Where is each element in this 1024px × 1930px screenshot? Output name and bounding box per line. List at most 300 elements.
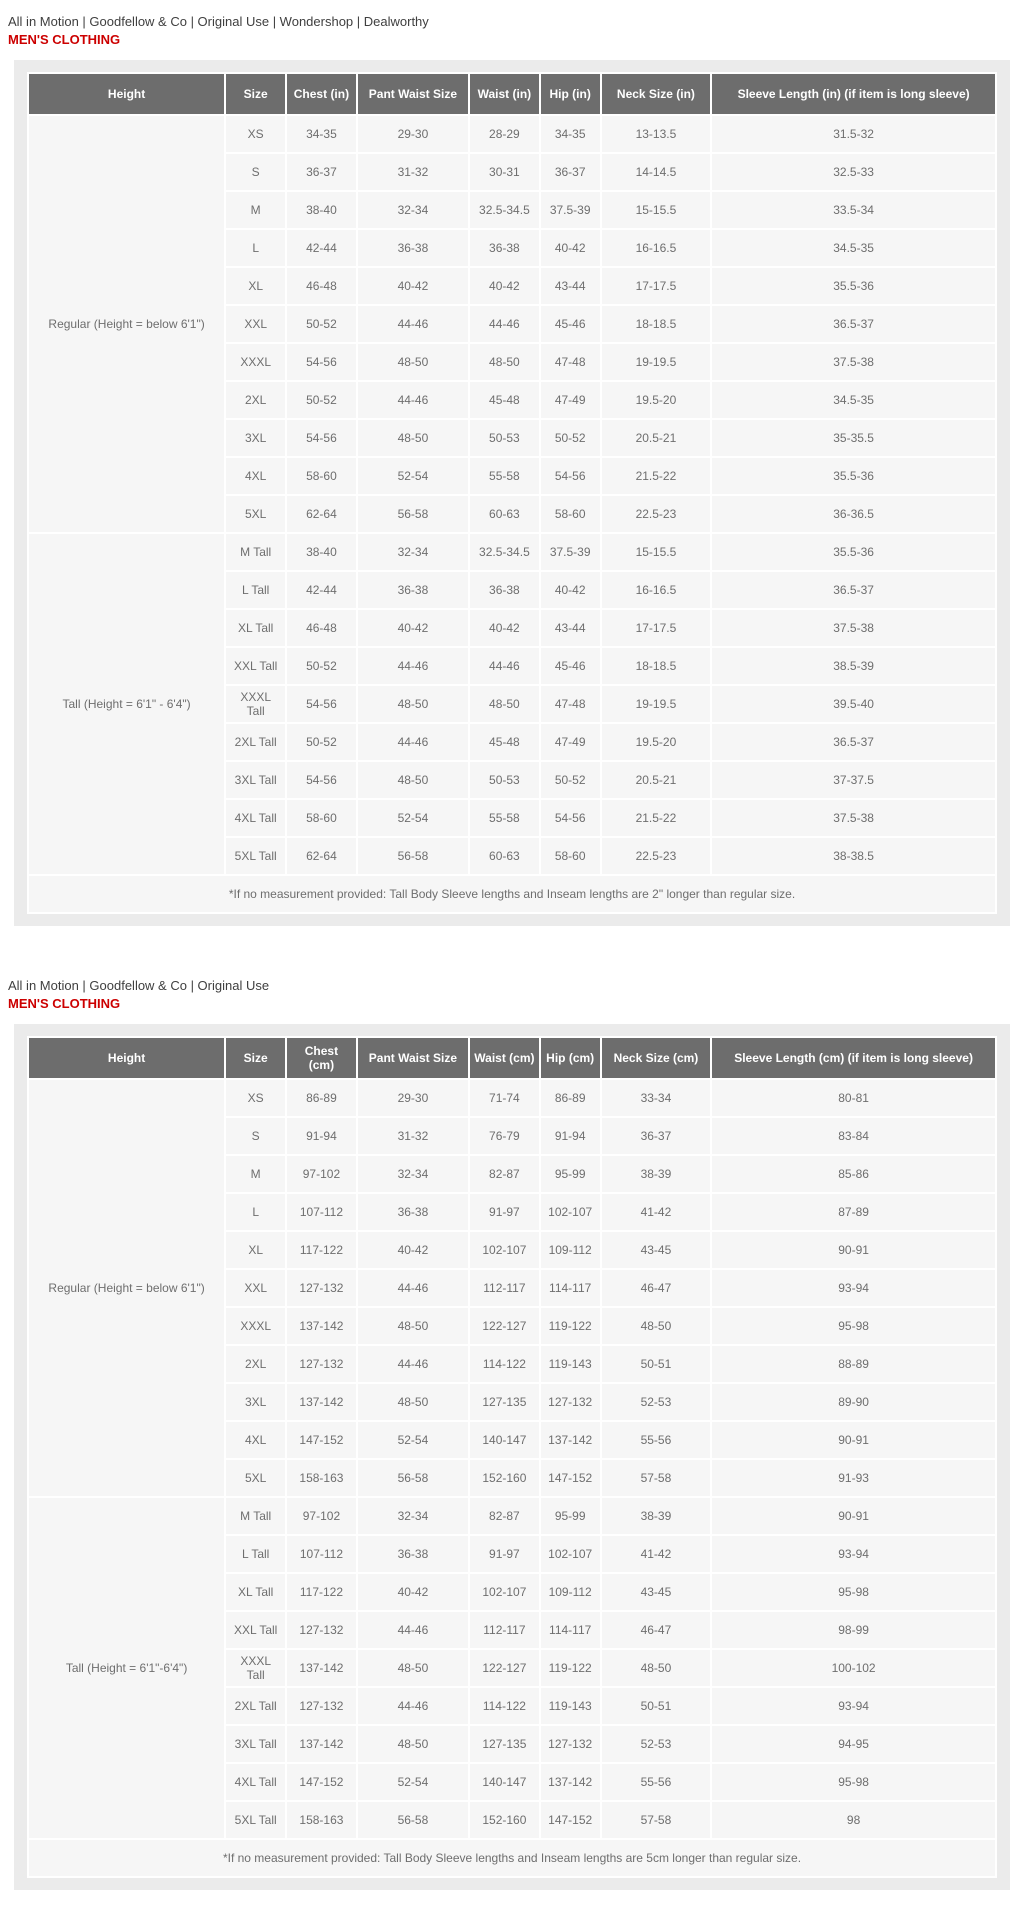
size-cell: 4XL Tall	[226, 1764, 285, 1800]
hip-cell: 147-152	[541, 1802, 600, 1838]
sleeve-cell: 31.5-32	[712, 116, 995, 152]
neck-cell: 13-13.5	[602, 116, 711, 152]
size-cell: XS	[226, 116, 285, 152]
chest-cell: 38-40	[287, 192, 356, 228]
pant-waist-cell: 29-30	[358, 116, 468, 152]
waist-cell: 45-48	[470, 382, 539, 418]
neck-cell: 46-47	[602, 1270, 711, 1306]
hip-cell: 119-122	[541, 1650, 600, 1686]
size-cell: 5XL	[226, 496, 285, 532]
hip-cell: 54-56	[541, 458, 600, 494]
sleeve-cell: 35.5-36	[712, 458, 995, 494]
waist-cell: 127-135	[470, 1726, 539, 1762]
chest-cell: 36-37	[287, 154, 356, 190]
height-group-cell: Regular (Height = below 6'1")	[29, 116, 224, 532]
hip-cell: 86-89	[541, 1080, 600, 1116]
hip-cell: 95-99	[541, 1156, 600, 1192]
chest-cell: 58-60	[287, 458, 356, 494]
size-table-frame-inches	[14, 60, 1010, 926]
size-cell: XXL Tall	[226, 648, 285, 684]
pant-waist-cell: 48-50	[358, 420, 468, 456]
hip-cell: 119-143	[541, 1688, 600, 1724]
sleeve-cell: 95-98	[712, 1764, 995, 1800]
sleeve-cell: 90-91	[712, 1422, 995, 1458]
hip-cell: 47-48	[541, 344, 600, 380]
height-group-cell: Tall (Height = 6'1"-6'4")	[29, 1498, 224, 1838]
table-row	[29, 1498, 995, 1534]
section-header-inches	[8, 14, 1024, 48]
pant-waist-cell: 32-34	[358, 1156, 468, 1192]
pant-waist-cell: 48-50	[358, 344, 468, 380]
chest-cell: 86-89	[287, 1080, 356, 1116]
sleeve-cell: 88-89	[712, 1346, 995, 1382]
pant-waist-cell: 48-50	[358, 1308, 468, 1344]
pant-waist-cell: 44-46	[358, 724, 468, 760]
sleeve-cell: 34.5-35	[712, 230, 995, 266]
neck-cell: 19.5-20	[602, 382, 711, 418]
hip-cell: 119-122	[541, 1308, 600, 1344]
sleeve-cell: 36.5-37	[712, 306, 995, 342]
size-cell: M	[226, 1156, 285, 1192]
chest-cell: 54-56	[287, 762, 356, 798]
size-cell: M Tall	[226, 1498, 285, 1534]
column-header: Sleeve Length (in) (if item is long sleeve)	[712, 74, 995, 114]
waist-cell: 127-135	[470, 1384, 539, 1420]
sleeve-cell: 87-89	[712, 1194, 995, 1230]
chest-cell: 107-112	[287, 1194, 356, 1230]
waist-cell: 32.5-34.5	[470, 192, 539, 228]
waist-cell: 122-127	[470, 1308, 539, 1344]
waist-cell: 60-63	[470, 838, 539, 874]
column-header: Size	[226, 74, 285, 114]
size-cell: M	[226, 192, 285, 228]
size-cell: 5XL	[226, 1460, 285, 1496]
hip-cell: 43-44	[541, 268, 600, 304]
sleeve-cell: 37.5-38	[712, 800, 995, 836]
pant-waist-cell: 36-38	[358, 1194, 468, 1230]
neck-cell: 19-19.5	[602, 344, 711, 380]
waist-cell: 44-46	[470, 306, 539, 342]
size-cell: XXL	[226, 1270, 285, 1306]
size-cell: L	[226, 230, 285, 266]
column-header: Pant Waist Size	[358, 74, 468, 114]
size-table-frame-cm	[14, 1024, 1010, 1890]
pant-waist-cell: 44-46	[358, 1346, 468, 1382]
sleeve-cell: 98-99	[712, 1612, 995, 1648]
sleeve-cell: 36.5-37	[712, 724, 995, 760]
sleeve-cell: 93-94	[712, 1536, 995, 1572]
column-header: Waist (cm)	[470, 1038, 539, 1078]
height-group-cell: Regular (Height = below 6'1")	[29, 1080, 224, 1496]
neck-cell: 15-15.5	[602, 534, 711, 570]
hip-cell: 40-42	[541, 230, 600, 266]
neck-cell: 20.5-21	[602, 762, 711, 798]
pant-waist-cell: 44-46	[358, 306, 468, 342]
hip-cell: 34-35	[541, 116, 600, 152]
neck-cell: 57-58	[602, 1460, 711, 1496]
size-cell: 4XL	[226, 1422, 285, 1458]
neck-cell: 18-18.5	[602, 648, 711, 684]
footnote-row	[29, 876, 995, 912]
neck-cell: 57-58	[602, 1802, 711, 1838]
neck-cell: 21.5-22	[602, 800, 711, 836]
hip-cell: 37.5-39	[541, 192, 600, 228]
chest-cell: 34-35	[287, 116, 356, 152]
size-cell: XL	[226, 268, 285, 304]
chest-cell: 137-142	[287, 1650, 356, 1686]
sleeve-cell: 34.5-35	[712, 382, 995, 418]
size-cell: 2XL	[226, 382, 285, 418]
pant-waist-cell: 56-58	[358, 1802, 468, 1838]
column-header: Size	[226, 1038, 285, 1078]
chest-cell: 127-132	[287, 1270, 356, 1306]
size-cell: XL Tall	[226, 1574, 285, 1610]
chest-cell: 137-142	[287, 1308, 356, 1344]
neck-cell: 22.5-23	[602, 838, 711, 874]
size-cell: 3XL Tall	[226, 762, 285, 798]
column-header: Sleeve Length (cm) (if item is long sleeve)	[712, 1038, 995, 1078]
waist-cell: 76-79	[470, 1118, 539, 1154]
chest-cell: 147-152	[287, 1764, 356, 1800]
category-title: MEN'S CLOTHING	[8, 32, 121, 47]
size-table-cm	[27, 1036, 997, 1878]
waist-cell: 55-58	[470, 458, 539, 494]
pant-waist-cell: 44-46	[358, 1688, 468, 1724]
chest-cell: 137-142	[287, 1726, 356, 1762]
sleeve-cell: 38-38.5	[712, 838, 995, 874]
waist-cell: 140-147	[470, 1422, 539, 1458]
size-cell: 3XL	[226, 420, 285, 456]
chest-cell: 62-64	[287, 496, 356, 532]
footnote-row	[29, 1840, 995, 1876]
pant-waist-cell: 56-58	[358, 496, 468, 532]
column-header: Hip (in)	[541, 74, 600, 114]
waist-cell: 30-31	[470, 154, 539, 190]
waist-cell: 48-50	[470, 344, 539, 380]
hip-cell: 36-37	[541, 154, 600, 190]
size-cell: S	[226, 154, 285, 190]
column-header: Chest (cm)	[287, 1038, 356, 1078]
column-header: Height	[29, 1038, 224, 1078]
hip-cell: 45-46	[541, 648, 600, 684]
column-header: Neck Size (cm)	[602, 1038, 711, 1078]
pant-waist-cell: 29-30	[358, 1080, 468, 1116]
waist-cell: 102-107	[470, 1574, 539, 1610]
neck-cell: 46-47	[602, 1612, 711, 1648]
chest-cell: 158-163	[287, 1802, 356, 1838]
neck-cell: 21.5-22	[602, 458, 711, 494]
waist-cell: 50-53	[470, 762, 539, 798]
column-header: Waist (in)	[470, 74, 539, 114]
neck-cell: 52-53	[602, 1384, 711, 1420]
neck-cell: 20.5-21	[602, 420, 711, 456]
pant-waist-cell: 40-42	[358, 610, 468, 646]
column-header: Neck Size (in)	[602, 74, 711, 114]
pant-waist-cell: 44-46	[358, 1612, 468, 1648]
pant-waist-cell: 44-46	[358, 1270, 468, 1306]
pant-waist-cell: 56-58	[358, 1460, 468, 1496]
sleeve-cell: 100-102	[712, 1650, 995, 1686]
pant-waist-cell: 32-34	[358, 192, 468, 228]
chest-cell: 50-52	[287, 382, 356, 418]
pant-waist-cell: 40-42	[358, 1232, 468, 1268]
hip-cell: 50-52	[541, 762, 600, 798]
neck-cell: 50-51	[602, 1688, 711, 1724]
chest-cell: 91-94	[287, 1118, 356, 1154]
pant-waist-cell: 48-50	[358, 686, 468, 722]
size-cell: XXXL Tall	[226, 686, 285, 722]
chest-cell: 127-132	[287, 1346, 356, 1382]
sleeve-cell: 33.5-34	[712, 192, 995, 228]
size-cell: XXXL	[226, 1308, 285, 1344]
waist-cell: 55-58	[470, 800, 539, 836]
neck-cell: 52-53	[602, 1726, 711, 1762]
sleeve-cell: 38.5-39	[712, 648, 995, 684]
hip-cell: 137-142	[541, 1422, 600, 1458]
neck-cell: 16-16.5	[602, 572, 711, 608]
neck-cell: 55-56	[602, 1764, 711, 1800]
neck-cell: 48-50	[602, 1650, 711, 1686]
sleeve-cell: 36-36.5	[712, 496, 995, 532]
waist-cell: 60-63	[470, 496, 539, 532]
pant-waist-cell: 44-46	[358, 382, 468, 418]
chest-cell: 127-132	[287, 1612, 356, 1648]
chest-cell: 58-60	[287, 800, 356, 836]
waist-cell: 102-107	[470, 1232, 539, 1268]
neck-cell: 55-56	[602, 1422, 711, 1458]
size-cell: 2XL Tall	[226, 724, 285, 760]
chest-cell: 50-52	[287, 724, 356, 760]
waist-cell: 114-122	[470, 1346, 539, 1382]
hip-cell: 40-42	[541, 572, 600, 608]
pant-waist-cell: 36-38	[358, 1536, 468, 1572]
size-cell: XXL Tall	[226, 1612, 285, 1648]
size-cell: S	[226, 1118, 285, 1154]
neck-cell: 22.5-23	[602, 496, 711, 532]
size-cell: 5XL Tall	[226, 838, 285, 874]
neck-cell: 48-50	[602, 1308, 711, 1344]
chest-cell: 127-132	[287, 1688, 356, 1724]
size-cell: L	[226, 1194, 285, 1230]
footnote: *If no measurement provided: Tall Body Sleeve lengths and Inseam lengths are 5cm longer than regular size.	[29, 1840, 995, 1876]
waist-cell: 44-46	[470, 648, 539, 684]
brand-list: All in Motion | Goodfellow & Co | Original Use	[8, 978, 270, 993]
size-cell: 2XL	[226, 1346, 285, 1382]
waist-cell: 152-160	[470, 1802, 539, 1838]
chest-cell: 46-48	[287, 610, 356, 646]
sleeve-cell: 80-81	[712, 1080, 995, 1116]
pant-waist-cell: 31-32	[358, 154, 468, 190]
table-row	[29, 116, 995, 152]
waist-cell: 152-160	[470, 1460, 539, 1496]
hip-cell: 147-152	[541, 1460, 600, 1496]
size-cell: 4XL Tall	[226, 800, 285, 836]
hip-cell: 95-99	[541, 1498, 600, 1534]
hip-cell: 114-117	[541, 1270, 600, 1306]
chest-cell: 46-48	[287, 268, 356, 304]
hip-cell: 102-107	[541, 1536, 600, 1572]
neck-cell: 43-45	[602, 1574, 711, 1610]
table-row	[29, 1080, 995, 1116]
section-header-cm	[8, 978, 1024, 1012]
column-header: Hip (cm)	[541, 1038, 600, 1078]
size-cell: L Tall	[226, 572, 285, 608]
chest-cell: 117-122	[287, 1574, 356, 1610]
waist-cell: 36-38	[470, 572, 539, 608]
chest-cell: 54-56	[287, 686, 356, 722]
chest-cell: 62-64	[287, 838, 356, 874]
pant-waist-cell: 48-50	[358, 762, 468, 798]
size-cell: XL Tall	[226, 610, 285, 646]
chest-cell: 54-56	[287, 344, 356, 380]
hip-cell: 47-49	[541, 724, 600, 760]
chest-cell: 158-163	[287, 1460, 356, 1496]
chest-cell: 42-44	[287, 572, 356, 608]
size-cell: XXL	[226, 306, 285, 342]
sleeve-cell: 98	[712, 1802, 995, 1838]
sleeve-cell: 35-35.5	[712, 420, 995, 456]
waist-cell: 112-117	[470, 1270, 539, 1306]
neck-cell: 33-34	[602, 1080, 711, 1116]
sleeve-cell: 39.5-40	[712, 686, 995, 722]
sleeve-cell: 35.5-36	[712, 534, 995, 570]
hip-cell: 91-94	[541, 1118, 600, 1154]
sleeve-cell: 85-86	[712, 1156, 995, 1192]
hip-cell: 43-44	[541, 610, 600, 646]
pant-waist-cell: 52-54	[358, 1764, 468, 1800]
neck-cell: 14-14.5	[602, 154, 711, 190]
pant-waist-cell: 36-38	[358, 572, 468, 608]
hip-cell: 45-46	[541, 306, 600, 342]
size-cell: 4XL	[226, 458, 285, 494]
hip-cell: 54-56	[541, 800, 600, 836]
chest-cell: 137-142	[287, 1384, 356, 1420]
chest-cell: 50-52	[287, 306, 356, 342]
size-cell: 3XL Tall	[226, 1726, 285, 1762]
sleeve-cell: 36.5-37	[712, 572, 995, 608]
waist-cell: 32.5-34.5	[470, 534, 539, 570]
chest-cell: 54-56	[287, 420, 356, 456]
table-row	[29, 534, 995, 570]
waist-cell: 91-97	[470, 1536, 539, 1572]
sleeve-cell: 83-84	[712, 1118, 995, 1154]
waist-cell: 40-42	[470, 268, 539, 304]
pant-waist-cell: 31-32	[358, 1118, 468, 1154]
column-header: Pant Waist Size	[358, 1038, 468, 1078]
hip-cell: 137-142	[541, 1764, 600, 1800]
waist-cell: 50-53	[470, 420, 539, 456]
hip-cell: 102-107	[541, 1194, 600, 1230]
pant-waist-cell: 32-34	[358, 534, 468, 570]
size-cell: XXXL Tall	[226, 1650, 285, 1686]
chest-cell: 42-44	[287, 230, 356, 266]
neck-cell: 18-18.5	[602, 306, 711, 342]
header-row	[29, 74, 995, 114]
chest-cell: 97-102	[287, 1156, 356, 1192]
pant-waist-cell: 32-34	[358, 1498, 468, 1534]
sleeve-cell: 37.5-38	[712, 610, 995, 646]
waist-cell: 36-38	[470, 230, 539, 266]
waist-cell: 140-147	[470, 1764, 539, 1800]
neck-cell: 16-16.5	[602, 230, 711, 266]
pant-waist-cell: 52-54	[358, 458, 468, 494]
header-row	[29, 1038, 995, 1078]
hip-cell: 58-60	[541, 496, 600, 532]
neck-cell: 38-39	[602, 1156, 711, 1192]
hip-cell: 47-49	[541, 382, 600, 418]
chest-cell: 147-152	[287, 1422, 356, 1458]
neck-cell: 38-39	[602, 1498, 711, 1534]
waist-cell: 45-48	[470, 724, 539, 760]
size-cell: M Tall	[226, 534, 285, 570]
pant-waist-cell: 44-46	[358, 648, 468, 684]
waist-cell: 114-122	[470, 1688, 539, 1724]
size-table-inches	[27, 72, 997, 914]
sleeve-cell: 37.5-38	[712, 344, 995, 380]
sleeve-cell: 95-98	[712, 1308, 995, 1344]
waist-cell: 48-50	[470, 686, 539, 722]
size-cell: 3XL	[226, 1384, 285, 1420]
pant-waist-cell: 40-42	[358, 268, 468, 304]
pant-waist-cell: 52-54	[358, 800, 468, 836]
category-title: MEN'S CLOTHING	[8, 996, 121, 1011]
chest-cell: 97-102	[287, 1498, 356, 1534]
waist-cell: 40-42	[470, 610, 539, 646]
chest-cell: 117-122	[287, 1232, 356, 1268]
hip-cell: 37.5-39	[541, 534, 600, 570]
waist-cell: 82-87	[470, 1498, 539, 1534]
neck-cell: 41-42	[602, 1194, 711, 1230]
neck-cell: 17-17.5	[602, 268, 711, 304]
sleeve-cell: 90-91	[712, 1232, 995, 1268]
waist-cell: 82-87	[470, 1156, 539, 1192]
pant-waist-cell: 40-42	[358, 1574, 468, 1610]
neck-cell: 15-15.5	[602, 192, 711, 228]
hip-cell: 47-48	[541, 686, 600, 722]
pant-waist-cell: 48-50	[358, 1726, 468, 1762]
chest-cell: 107-112	[287, 1536, 356, 1572]
sleeve-cell: 93-94	[712, 1270, 995, 1306]
hip-cell: 114-117	[541, 1612, 600, 1648]
sleeve-cell: 37-37.5	[712, 762, 995, 798]
size-cell: L Tall	[226, 1536, 285, 1572]
hip-cell: 109-112	[541, 1232, 600, 1268]
neck-cell: 41-42	[602, 1536, 711, 1572]
size-cell: 5XL Tall	[226, 1802, 285, 1838]
neck-cell: 43-45	[602, 1232, 711, 1268]
footnote: *If no measurement provided: Tall Body Sleeve lengths and Inseam lengths are 2" longer than regular size.	[29, 876, 995, 912]
pant-waist-cell: 48-50	[358, 1384, 468, 1420]
neck-cell: 19.5-20	[602, 724, 711, 760]
hip-cell: 58-60	[541, 838, 600, 874]
neck-cell: 50-51	[602, 1346, 711, 1382]
chest-cell: 38-40	[287, 534, 356, 570]
pant-waist-cell: 48-50	[358, 1650, 468, 1686]
waist-cell: 112-117	[470, 1612, 539, 1648]
column-header: Chest (in)	[287, 74, 356, 114]
neck-cell: 36-37	[602, 1118, 711, 1154]
pant-waist-cell: 36-38	[358, 230, 468, 266]
sleeve-cell: 90-91	[712, 1498, 995, 1534]
pant-waist-cell: 52-54	[358, 1422, 468, 1458]
size-cell: XXXL	[226, 344, 285, 380]
sleeve-cell: 94-95	[712, 1726, 995, 1762]
height-group-cell: Tall (Height = 6'1" - 6'4")	[29, 534, 224, 874]
chest-cell: 50-52	[287, 648, 356, 684]
hip-cell: 119-143	[541, 1346, 600, 1382]
size-cell: XL	[226, 1232, 285, 1268]
hip-cell: 50-52	[541, 420, 600, 456]
